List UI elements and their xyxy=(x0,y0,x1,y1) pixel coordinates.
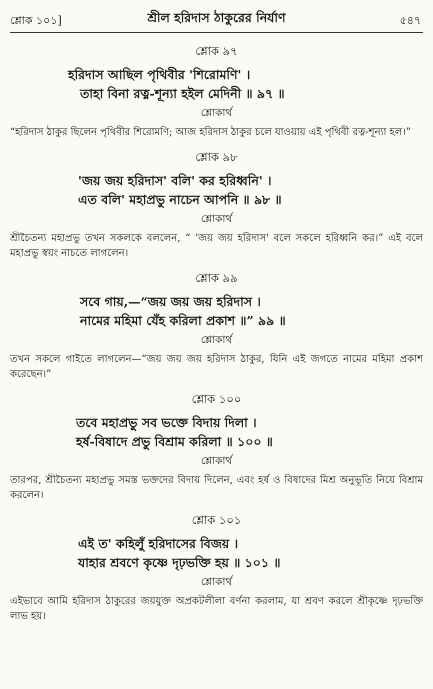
page-number: ৫৪৭ xyxy=(399,14,421,27)
translation-heading: শ্লোকার্থ xyxy=(200,334,233,346)
verse-line: 'জয় জয় হরিদাস' বলি' কর হরিধ্বনি' । xyxy=(78,173,272,188)
translation-text: শ্রীচৈতন্য মহাপ্রভু তখন সকলকে বললেন, “ 'জয় জয় হরিদাস' বলে সকলে হরিধ্বনি কর।” এই বলে মহাপ্রভু স্বয়ং নাচতে লাগলেন। xyxy=(10,233,423,259)
verse-line: সবে গায়,—“জয় জয় জয় হরিদাস । xyxy=(80,294,261,309)
verse-heading: শ্লোক ১০১ xyxy=(191,513,242,527)
verse-line: এত বলি' মহাপ্রভু নাচেন আপনি ॥ ৯৮ ॥ xyxy=(78,192,282,207)
running-header xyxy=(10,8,423,30)
verse-block-100 xyxy=(10,391,423,503)
verse-line: হর্ষ-বিষাদে প্রভু বিশ্রাম করিলা ॥ ১০০ ॥ xyxy=(76,434,273,449)
verse-line: তাহা বিনা রত্ন-শূন্যা হইল মেদিনী ॥ ৯৭ ॥ xyxy=(80,86,285,101)
translation-heading: শ্লোকার্থ xyxy=(200,213,233,225)
translation-text: তারপর, শ্রীচৈতন্য মহাপ্রভু সমস্ত ভক্তদের বিদায় দিলেন, এবং হর্ষ ও বিষাদের মিশ্র অনুভূতি নিয়ে বিশ্রাম করলেন। xyxy=(10,475,423,501)
verse-line: নামের মহিমা যেঁহ করিলা প্রকাশ ॥” ৯৯ ॥ xyxy=(80,313,286,328)
translation-heading: শ্লোকার্থ xyxy=(200,107,233,119)
verse-heading: শ্লোক ১০০ xyxy=(191,392,242,406)
translation-heading: শ্লোকার্থ xyxy=(200,455,233,467)
verse-line: হরিদাস আছিল পৃথিবীর 'শিরোমণি' । xyxy=(68,67,251,82)
verse-block-99 xyxy=(10,270,423,382)
verse-heading: শ্লোক ৯৯ xyxy=(195,271,238,285)
verse-block-101 xyxy=(10,512,423,624)
chapter-title: শ্রীল হরিদাস ঠাকুরের নির্যাণ xyxy=(147,10,286,25)
verse-heading: শ্লোক ৯৭ xyxy=(195,44,238,58)
verse-line: এই ত' কহিলুঁ হরিদাসের বিজয় । xyxy=(78,536,239,551)
header-rule xyxy=(10,32,423,33)
header-verse-range: শ্লোক ১০১] xyxy=(10,14,62,27)
verse-line: তবে মহাপ্রভু সব ভক্তে বিদায় দিলা । xyxy=(76,415,257,430)
translation-text: “হরিদাস ঠাকুর ছিলেন পৃথিবীর শিরোমণি; আজ হরিদাস ঠাকুর চলে যাওয়ায় এই পৃথিবী রত্ন-শূন্যা হল।” xyxy=(10,127,411,138)
translation-text: তখন সকলে গাইতে লাগলেন—“জয় জয় জয় হরিদাস ঠাকুর, যিনি এই জগতে নামের মহিমা প্রকাশ করেছেন।” xyxy=(10,354,423,380)
verse-block-97 xyxy=(10,43,423,140)
verse-line: যাহার শ্রবণে কৃষ্ণে দৃঢ়ভক্তি হয় ॥ ১০১ ॥ xyxy=(78,555,281,570)
verse-block-98 xyxy=(10,149,423,261)
translation-text: এইভাবে আমি হরিদাস ঠাকুরের জয়যুক্ত অপ্রকটলীলা বর্ণনা করলাম, যা শ্রবণ করলে শ্রীকৃষ্ণে দৃঢ়ভক্তি লাভ হয়। xyxy=(10,596,423,622)
translation-heading: শ্লোকার্থ xyxy=(200,576,233,588)
verse-heading: শ্লোক ৯৮ xyxy=(195,150,238,164)
